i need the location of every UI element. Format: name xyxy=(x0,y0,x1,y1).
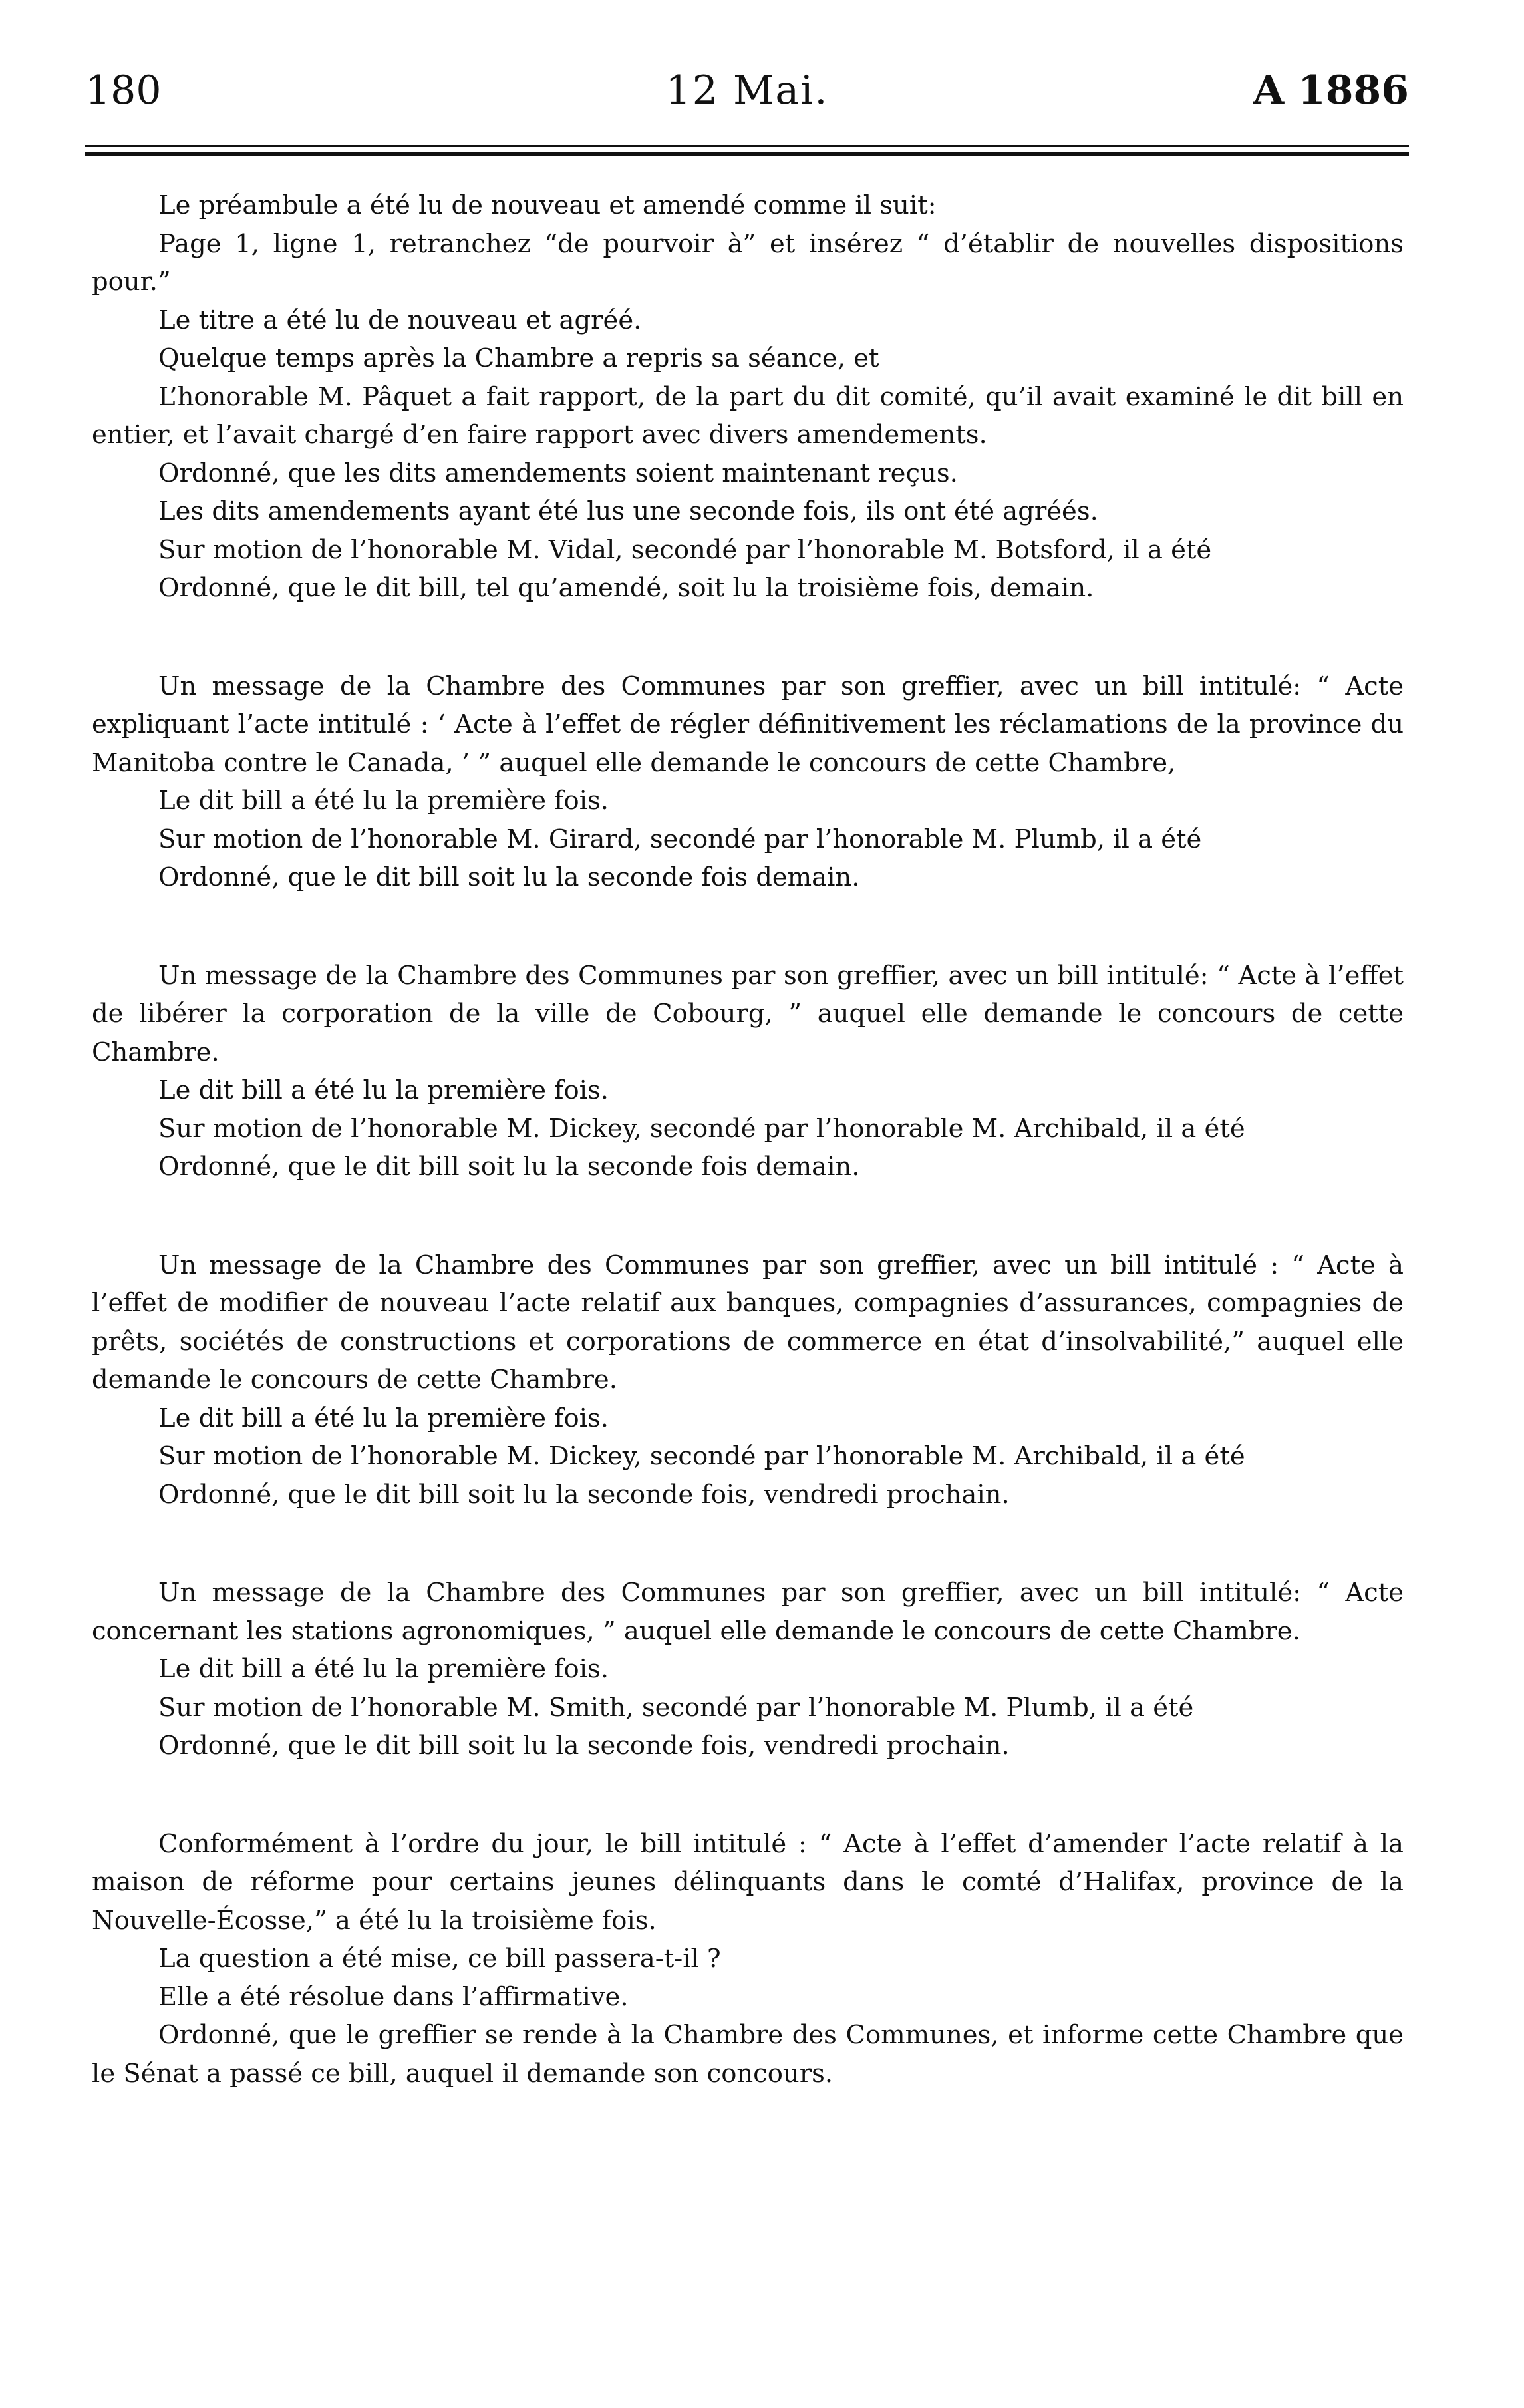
paragraph: Ordonné, que le greffier se rende à la Chambre des Communes, et informe cette Chambre que le Sénat a passé ce bill, auquel il demande son concours. xyxy=(92,2020,1404,2089)
paragraph: Sur motion de l’honorable M. Dickey, secondé par l’honorable M. Archibald, il a été xyxy=(158,1441,1245,1471)
paragraph: Quelque temps après la Chambre a repris sa séance, et xyxy=(158,343,879,373)
section-gap xyxy=(92,1186,1404,1246)
page-year: A 1886 xyxy=(1253,67,1409,114)
paragraph: Ordonné, que les dits amendements soient maintenant reçus. xyxy=(158,458,958,488)
header-rule-thick xyxy=(85,152,1409,156)
paragraph: L’honorable M. Pâquet a fait rapport, de la part du dit comité, qu’il avait examiné le dit bill en entier, et l’avait chargé d’en faire rapport avec divers amendements. xyxy=(92,381,1404,450)
section-cobourg-bill xyxy=(92,957,1404,1186)
paragraph: Conformément à l’ordre du jour, le bill intitulé : “ Acte à l’effet d’amender l’acte relatif à la maison de réforme pour certains jeunes délinquants dans le comté d’Halifax, province de la Nouvelle-Écosse,” a été lu la troisième fois. xyxy=(92,1828,1404,1936)
paragraph: Sur motion de l’honorable M. Girard, secondé par l’honorable M. Plumb, il a été xyxy=(158,824,1202,854)
paragraph: Le titre a été lu de nouveau et agréé. xyxy=(158,305,642,335)
paragraph: Le dit bill a été lu la première fois. xyxy=(158,1403,609,1433)
section-gap xyxy=(92,1514,1404,1574)
section-agronomic-bill xyxy=(92,1574,1404,1765)
page-date: 12 Mai. xyxy=(665,67,829,114)
paragraph: Un message de la Chambre des Communes par son greffier, avec un bill intitulé : “ Acte à l’effet de modifier de nouveau l’acte relatif aux banques, compagnies d’assurances, compagnies de prêts, sociétés de constructions et corporations de commerce en état d’insolvabilité,” auquel elle demande le concours de cette Chambre. xyxy=(92,1250,1404,1395)
paragraph: Sur motion de l’honorable M. Dickey, secondé par l’honorable M. Archibald, il a été xyxy=(158,1113,1245,1144)
section-halifax-bill xyxy=(92,1825,1404,2093)
paragraph: Les dits amendements ayant été lus une seconde fois, ils ont été agréés. xyxy=(158,496,1098,526)
paragraph: Le préambule a été lu de nouveau et amendé comme il suit: xyxy=(158,190,937,220)
page-header xyxy=(85,64,1409,117)
section-banks-bill xyxy=(92,1246,1404,1514)
paragraph: Sur motion de l’honorable M. Vidal, secondé par l’honorable M. Botsford, il a été xyxy=(158,534,1212,565)
paragraph: Un message de la Chambre des Communes par son greffier, avec un bill intitulé: “ Acte concernant les stations agronomiques, ” auquel elle demande le concours de cette Chambre. xyxy=(92,1578,1404,1646)
section-preamble xyxy=(92,186,1404,607)
paragraph: Le dit bill a été lu la première fois. xyxy=(158,1075,609,1105)
paragraph: Ordonné, que le dit bill soit lu la seconde fois demain. xyxy=(158,862,860,892)
paragraph: Ordonné, que le dit bill soit lu la seconde fois, vendredi prochain. xyxy=(158,1479,1010,1510)
paragraph: Ordonné, que le dit bill soit lu la seconde fois demain. xyxy=(158,1152,860,1182)
paragraph: Le dit bill a été lu la première fois. xyxy=(158,1654,609,1684)
paragraph: Un message de la Chambre des Communes par son greffier, avec un bill intitulé: “ Acte à l’effet de libérer la corporation de la ville de Cobourg, ” auquel elle demande le concours de cette Chambre. xyxy=(92,960,1404,1067)
page-body xyxy=(92,186,1404,2093)
section-gap xyxy=(92,897,1404,957)
paragraph: Sur motion de l’honorable M. Smith, secondé par l’honorable M. Plumb, il a été xyxy=(158,1692,1194,1723)
section-gap xyxy=(92,1765,1404,1825)
paragraph: Page 1, ligne 1, retranchez “de pourvoir à” et insérez “ d’établir de nouvelles dispositions pour.” xyxy=(92,228,1404,297)
section-manitoba-bill xyxy=(92,667,1404,897)
section-gap xyxy=(92,607,1404,667)
paragraph: Le dit bill a été lu la première fois. xyxy=(158,786,609,816)
paragraph: Ordonné, que le dit bill, tel qu’amendé, soit lu la troisième fois, demain. xyxy=(158,573,1094,603)
paragraph: Un message de la Chambre des Communes par son greffier, avec un bill intitulé: “ Acte expliquant l’acte intitulé : ‘ Acte à l’effet de régler définitivement les réclamations de la province du Manitoba contre le Canada, ’ ” auquel elle demande le concours de cette Chambre, xyxy=(92,671,1404,778)
header-rule xyxy=(85,145,1409,147)
page-number: 180 xyxy=(85,67,162,114)
paragraph: Ordonné, que le dit bill soit lu la seconde fois, vendredi prochain. xyxy=(158,1731,1010,1761)
paragraph: La question a été mise, ce bill passera-t-il ? xyxy=(158,1944,721,1974)
paragraph: Elle a été résolue dans l’affirmative. xyxy=(158,1981,629,2012)
